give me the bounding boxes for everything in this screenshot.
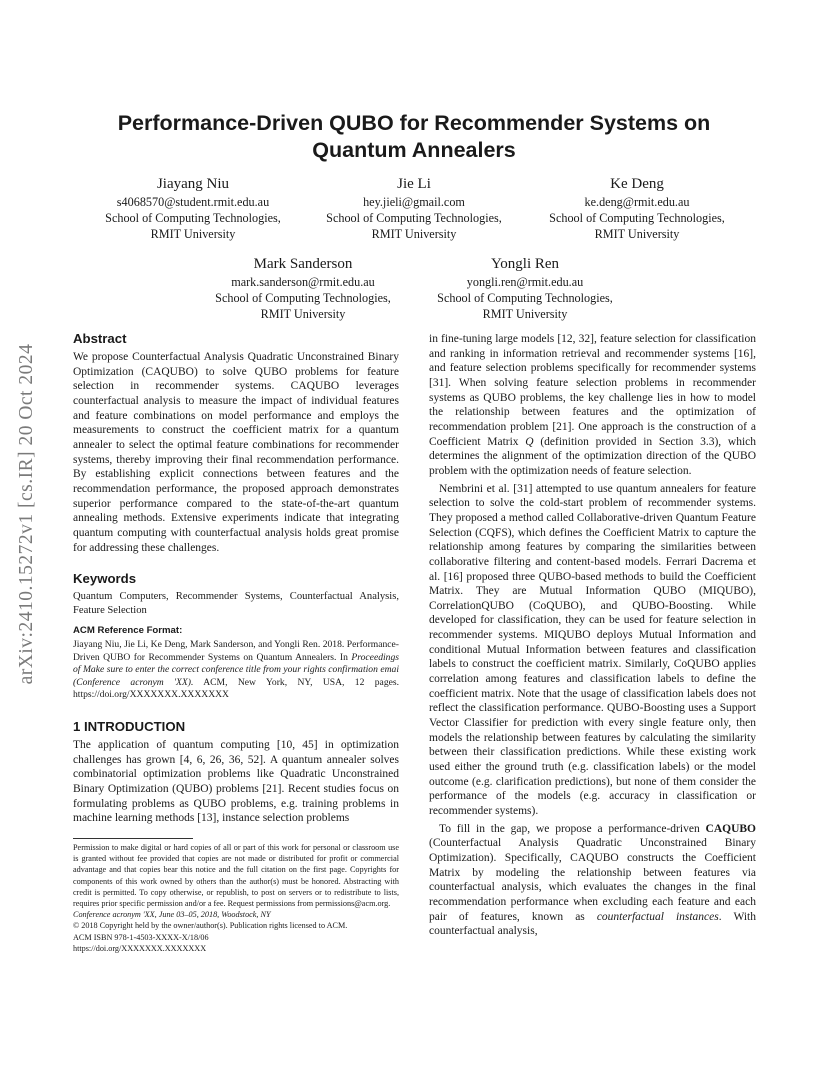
author-email[interactable]: ke.deng@rmit.edu.au: [584, 195, 690, 209]
conference-line: Conference acronym 'XX, June 03–05, 2018, Woodstock, NY: [73, 910, 271, 920]
arxiv-identifier: arXiv:2410.15272v1 [cs.IR] 20 Oct 2024: [16, 343, 37, 685]
author-block: [78, 174, 308, 242]
author-name: Jie Li: [397, 176, 431, 192]
acm-reference-authors: Jiayang Niu, Jie Li, Ke Deng, Mark Sanderson, and Yongli Ren. 2018. Performance-Driven QUBO for Recommender Systems on Quantum Annealers. In: [73, 639, 399, 663]
author-institution: RMIT University: [594, 227, 680, 241]
acm-reference: [73, 625, 399, 702]
permission-text: Permission to make digital or hard copies of all or part of this work for personal or classroom use is granted without fee provided that copies are not made or distributed for profit or commercial advantage and that copies bear this notice and the full citation on the first page. Copyrights for components of this work owned by others than the author(s) must be honored. Abstracting with credit is permitted. To copy otherwise, or republish, to post on servers or to redistribute to lists, requires prior specific permission and/or a fee. Request permissions from permissions@acm.org.: [73, 843, 399, 909]
keywords-section: [73, 570, 399, 618]
author-affiliation: School of Computing Technologies,: [549, 211, 725, 225]
author-block: [299, 174, 529, 242]
isbn-line: ACM ISBN 978-1-4503-XXXX-X/18/06: [73, 932, 209, 942]
author-institution: RMIT University: [150, 227, 236, 241]
acm-reference-venue: Proceedings of Make sure to enter the correct conference title from your rights confirmation emai (Conference acronym 'XX).: [73, 651, 399, 688]
abstract-heading: Abstract: [73, 331, 127, 346]
author-email[interactable]: hey.jieli@gmail.com: [363, 195, 465, 209]
author-name: Mark Sanderson: [253, 256, 353, 272]
introduction-section: [73, 718, 399, 826]
author-affiliation: School of Computing Technologies,: [105, 211, 281, 225]
right-paragraph-1: in fine-tuning large models [12, 32], feature selection for classification and ranking in information retrieval and recommender systems [16], and feature selection problems specifically for recommender systems [31]. When solving feature selection problems in recommender systems as QUBO problems, the key challenge lies in how to model the relationship between features and the optimization of recommendation problem [21]. One approach is the construction of a Coefficient Matrix Q (definition provided in Section 3.3), which determines the alignment of the optimization direction of the QUBO problem with the optimization needs of feature selection.: [429, 333, 756, 477]
doi-link[interactable]: https://doi.org/XXXXXXX.XXXXXXX: [73, 943, 207, 953]
right-paragraph-2: Nembrini et al. [31] attempted to use quantum annealers for feature selection to solve the cold-start problem of recommender systems. They proposed a method called Collaborative-driven Quantum Feature Selection (CQFS), which defines the Coefficient Matrix to capture the relationship among features by comparing the similarities between collaborative filtering and content-based models. Ferrari Dacrema et al. [16] proposed three QUBO-based methods to build the Coefficient Matrix. They are Mutual Information QUBO (MIQUBO), CorrelationQUBO (CoQUBO), and QUBO-Boosting. While developed for classification, they can be used for feature selection in recommender systems. MIQUBO deploys Mutual Information and conditional Mutual Information between features and classification labels to construct the coefficient matrix. Similarly, CoQUBO applies correlation among features and classification labels to define the coefficient matrix. Note that the usage of classification labels does not reflect the classification performance. QUBO-Boosting uses a Support Vector Classifier for prediction with every single feature only, then models the relationship between features by calculating the similarity between their classification predictions. While these existing work used either the ground truth (e.g. classification labels) or the model outcome (e.g. clarification predictions), but none of them consider the performance of the models (e.g. accuracy in classification or recommender systems).: [429, 482, 756, 817]
author-email[interactable]: yongli.ren@rmit.edu.au: [466, 275, 584, 289]
author-institution: RMIT University: [371, 227, 457, 241]
acm-reference-tail[interactable]: ACM, New York, NY, USA, 12 pages. https://doi.org/XXXXXXX.XXXXXXX: [73, 676, 400, 700]
right-paragraph-3: To fill in the gap, we propose a performance-driven CAQUBO (Counterfactual Analysis Quadratic Unconstrained Binary Optimization). Specifically, CAQUBO constructs the Coefficient Matrix by modeling the relationship between features via counterfactual analysis, which evaluates the changes in the final recommendation performance when excluding each feature and each pair of features, known as counterfactual instances. With counterfactual analysis,: [429, 822, 756, 938]
permission-notice: [73, 842, 399, 954]
introduction-paragraph: The application of quantum computing [10, 45] in optimization challenges has grown [4, 6, 26, 36, 52]. A quantum annealer solves combinatorial optimization problems like Quadratic Unconstrained Binary Optimization (QUBO) problems [21]. Recent studies focus on formulating problems as QUBO problems, e.g. training problems in machine learning methods [13], instance selection problems: [73, 739, 399, 825]
author-name: Yongli Ren: [490, 256, 560, 272]
keywords-text: Quantum Computers, Recommender Systems, Counterfactual Analysis, Feature Selection: [73, 591, 399, 616]
abstract-text: We propose Counterfactual Analysis Quadratic Unconstrained Binary Optimization (CAQUBO) to solve QUBO problems for feature selection in recommender systems. CAQUBO leverages counterfactual analysis to measure the impact of individual features and feature combinations on model performance and employs the measurements to construct the coefficient matrix for a quantum annealer to select the optimal feature combinations for recommender systems, thereby improving their final recommendation performance. By establishing explicit connections between features and the recommendation performance, the proposed approach demonstrates superior performance compared to the state-of-the-art quantum annealing methods. Extensive experiments indicate that integrating quantum computing with counterfactual analysis holds great promise for addressing these challenges.: [73, 351, 399, 554]
matrix-symbol: Q: [525, 435, 534, 448]
author-name: Jiayang Niu: [156, 176, 230, 192]
author-email[interactable]: mark.sanderson@rmit.edu.au: [231, 275, 375, 289]
right-column: [429, 332, 756, 939]
copyright-line: © 2018 Copyright held by the owner/author(s). Publication rights licensed to ACM.: [73, 921, 348, 931]
author-name: Ke Deng: [610, 176, 664, 192]
method-acronym: CAQUBO: [705, 822, 756, 835]
author-affiliation: School of Computing Technologies,: [215, 291, 391, 305]
footnote-divider: [73, 838, 193, 839]
author-institution: RMIT University: [482, 307, 568, 321]
author-email[interactable]: s4068570@student.rmit.edu.au: [116, 195, 270, 209]
left-column: [73, 330, 399, 555]
keywords-heading: Keywords: [73, 571, 137, 586]
author-affiliation: School of Computing Technologies,: [437, 291, 613, 305]
paper-title: Performance-Driven QUBO for Recommender Systems on Quantum Annealers: [117, 111, 711, 162]
author-block: [188, 254, 418, 322]
author-block: [410, 254, 640, 322]
introduction-heading: 1 INTRODUCTION: [73, 719, 186, 734]
acm-reference-heading: ACM Reference Format:: [73, 625, 183, 636]
author-affiliation: School of Computing Technologies,: [326, 211, 502, 225]
author-block: [522, 174, 752, 242]
author-institution: RMIT University: [260, 307, 346, 321]
counterfactual-term: counterfactual instances: [596, 910, 719, 923]
